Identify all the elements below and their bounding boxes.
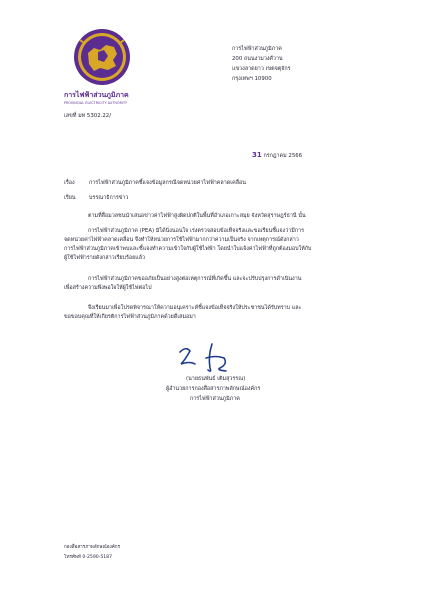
signature-icon [168, 340, 258, 378]
recipient-text: บรรณาธิการข่าว [89, 195, 129, 201]
footer-phone: โทรศัพท์ 0-2590-5187 [64, 555, 113, 560]
signer-position: ผู้อำนวยการกองสื่อสารภาพลักษณ์องค์กร [166, 386, 261, 392]
paragraph-line: ผู้ใช้ไฟฟ้ารายดังกล่าวเรียบร้อยแล้ว [64, 255, 146, 261]
address-line-3: แขวงลาดยาว เขตจตุจักร [232, 66, 291, 72]
paragraph-2 [64, 227, 369, 263]
paragraph-3 [64, 275, 369, 293]
letter-date [252, 152, 302, 160]
recipient-label: เรียน [64, 195, 76, 201]
paragraph-1 [64, 212, 369, 221]
org-name-english: PROVINCIAL ELECTRICITY AUTHORITY [64, 101, 128, 105]
signer-name: (นายธนพันธ์ เติมสุวรรณ) [186, 376, 246, 382]
paragraph-line: จดหน่วยค่าไฟฟ้าคลาดเคลื่อน จึงทำให้หน่วยการใช้ไฟฟ้ามากกว่าความเป็นจริง จากเหตุการณ์ดังกล่าว [64, 237, 299, 243]
footer-department: กองสื่อสารภาพลักษณ์องค์กร [64, 545, 121, 550]
paragraph-line: เพื่อสร้างความพึงพอใจให้ผู้ใช้ไฟต่อไป [64, 285, 152, 291]
org-name-thai: การไฟฟ้าส่วนภูมิภาค [64, 91, 129, 99]
pea-logo [64, 26, 140, 98]
pea-emblem-icon [64, 26, 140, 88]
paragraph-line: จึงเรียนมาเพื่อโปรดพิจารณาให้ความอนุเคราะห์ชี้แจงข้อเท็จจริงให้ประชาชนได้รับทราบ และ [88, 305, 302, 311]
signer-organization: การไฟฟ้าส่วนภูมิภาค [190, 396, 240, 402]
address-line-1: การไฟฟ้าส่วนภูมิภาค [232, 46, 282, 52]
subject-label: เรื่อง [64, 180, 75, 186]
date-month-year: กรกฎาคม 2566 [263, 153, 303, 159]
date-day: 31 [252, 151, 262, 159]
paragraph-line: การไฟฟ้าส่วนภูมิภาค (PEA) มิได้นิ่งนอนใจ เร่งตรวจสอบข้อเท็จจริงและขอเรียนชี้แจงว่ามีการ [88, 228, 304, 234]
paragraph-line: การไฟฟ้าส่วนภูมิภาคขออภัยเป็นอย่างสูงต่อเหตุการณ์ที่เกิดขึ้น และจะปรับปรุงการดำเนินงาน [88, 276, 302, 282]
paragraph-line: ตามที่สื่อมวลชนนำเสนอข่าวค่าไฟฟ้าสูงผิดปกติในพื้นที่อำเภอเกาะสมุย จังหวัดสุราษฎร์ธานี นั้น [88, 213, 306, 219]
address-line-4: กรุงเทพฯ 10900 [232, 76, 272, 82]
paragraph-4 [64, 304, 369, 322]
paragraph-line: การไฟฟ้าส่วนภูมิภาคเข้าพบและชี้แจงทำความเข้าใจกับผู้ใช้ไฟฟ้า โดยนำใบแจ้งค่าไฟฟ้าที่ถูกต้องมอบให้กับ [64, 246, 312, 252]
address-line-2: 200 ถนนงามวงศ์วาน [232, 56, 283, 62]
paragraph-line: ขอขอบคุณที่ให้เกียรติการไฟฟ้าส่วนภูมิภาคด้วยดีเสมอมา [64, 314, 196, 320]
subject-text: การไฟฟ้าส่วนภูมิภาคชี้แจงข้อมูลกรณีจดหน่วยค่าไฟฟ้าคลาดเคลื่อน [89, 180, 246, 186]
handwritten-signature [168, 340, 258, 378]
document-number: เลขที่ มท 5302.22/ [64, 113, 112, 119]
